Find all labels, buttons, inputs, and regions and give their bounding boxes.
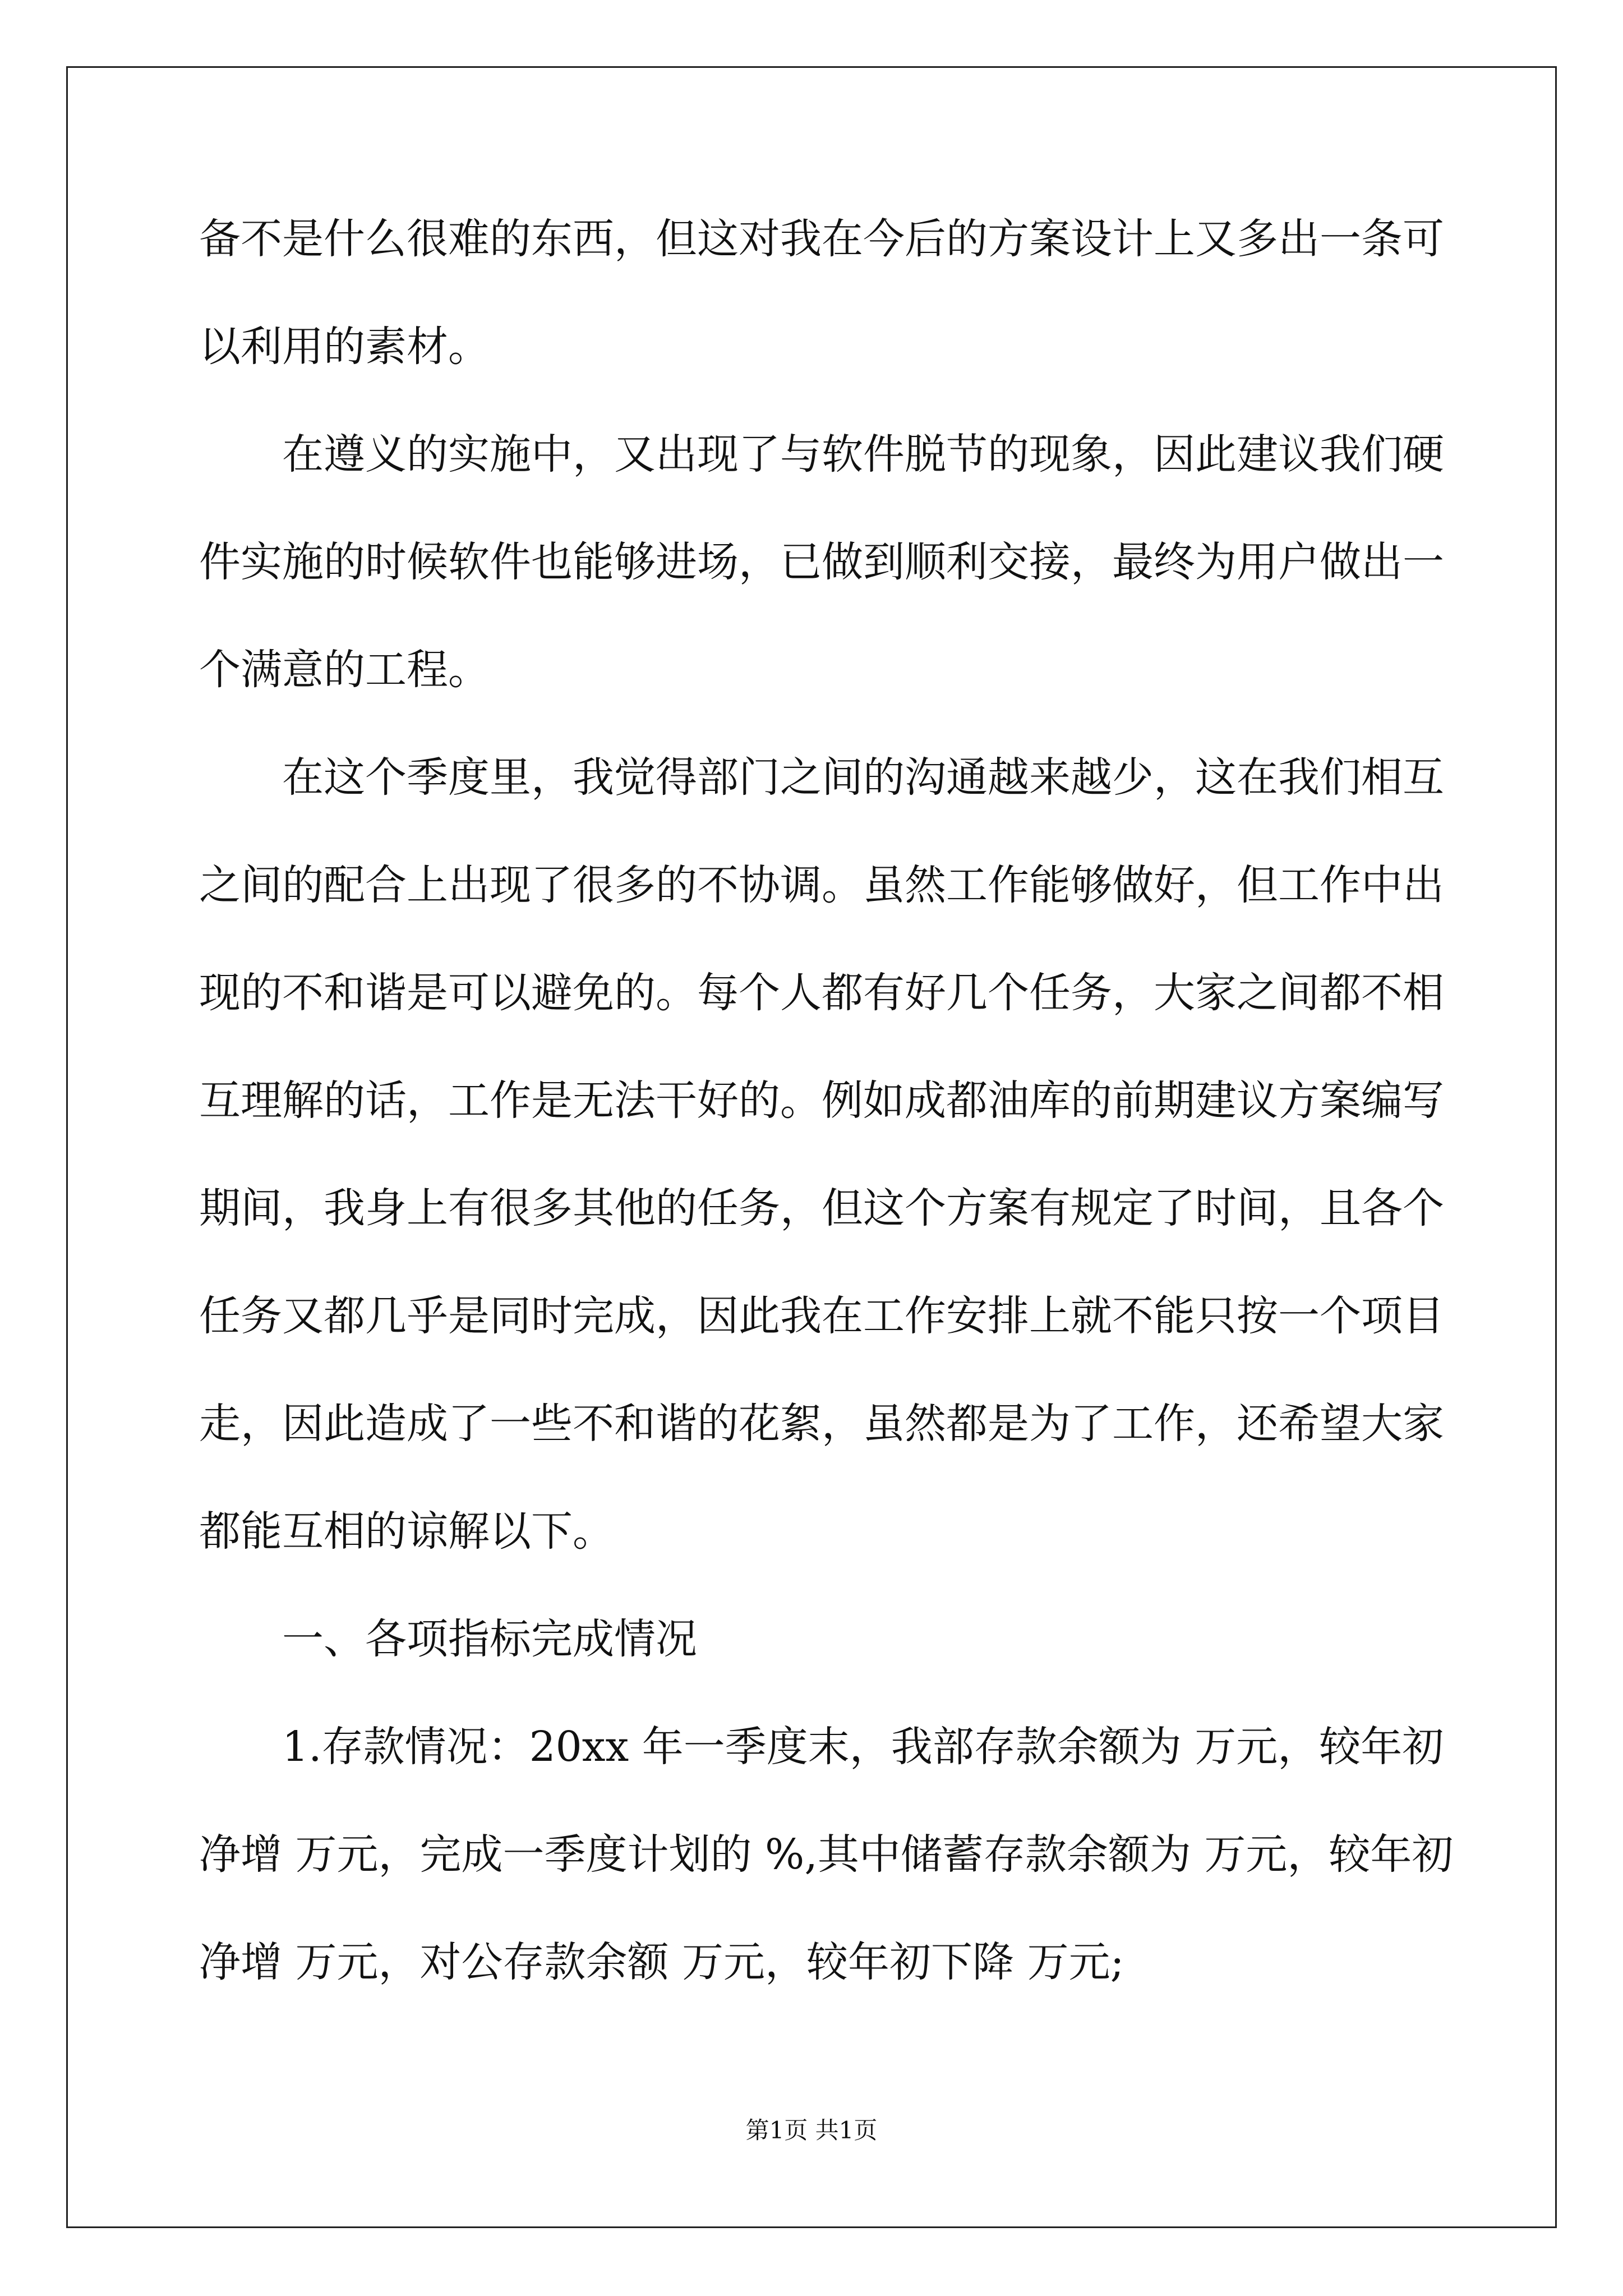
heading-line: 一、各项指标完成情况 xyxy=(282,1615,697,1663)
text-line: 之间的配合上出现了很多的不协调。虽然工作能够做好，但工作中出 xyxy=(199,861,1444,909)
text-line: 期间，我身上有很多其他的任务，但这个方案有规定了时间，且各个 xyxy=(199,1184,1444,1232)
text-line: 在遵义的实施中，又出现了与软件脱节的现象，因此建议我们硬 xyxy=(282,430,1444,478)
text-line: 1.存款情况：20xx 年一季度末，我部存款余额为 万元，较年初 xyxy=(282,1723,1444,1771)
text-line: 都能互相的谅解以下。 xyxy=(199,1507,614,1556)
text-line: 净增 万元，完成一季度计划的 %,其中储蓄存款余额为 万元，较年初 xyxy=(199,1830,1454,1879)
text-line: 任务又都几乎是同时完成，因此我在工作安排上就不能只按一个项目 xyxy=(199,1292,1444,1340)
text-line: 走，因此造成了一些不和谐的花絮，虽然都是为了工作，还希望大家 xyxy=(199,1400,1444,1448)
paragraph xyxy=(199,1693,1454,2016)
text-line: 件实施的时候软件也能够进场，已做到顺利交接，最终为用户做出一 xyxy=(199,538,1444,586)
paragraph xyxy=(199,724,1444,1585)
page-footer: 第1页 共1页 xyxy=(745,2116,878,2144)
text-line: 互理解的话，工作是无法干好的。例如成都油库的前期建议方案编写 xyxy=(199,1076,1444,1125)
section-heading xyxy=(199,1585,1433,1693)
text-line: 在这个季度里，我觉得部门之间的沟通越来越少，这在我们相互 xyxy=(282,753,1444,802)
text-line: 现的不和谐是可以避免的。每个人都有好几个任务，大家之间都不相 xyxy=(199,969,1444,1017)
paragraph xyxy=(199,401,1444,724)
text-line: 以利用的素材。 xyxy=(199,323,490,371)
text-line: 备不是什么很难的东西，但这对我在今后的方案设计上又多出一条可 xyxy=(199,215,1444,263)
text-line: 净增 万元，对公存款余额 万元，较年初下降 万元; xyxy=(199,1938,1124,1986)
document-body xyxy=(199,185,1454,2016)
text-line: 个满意的工程。 xyxy=(199,646,490,694)
paragraph xyxy=(199,185,1444,401)
